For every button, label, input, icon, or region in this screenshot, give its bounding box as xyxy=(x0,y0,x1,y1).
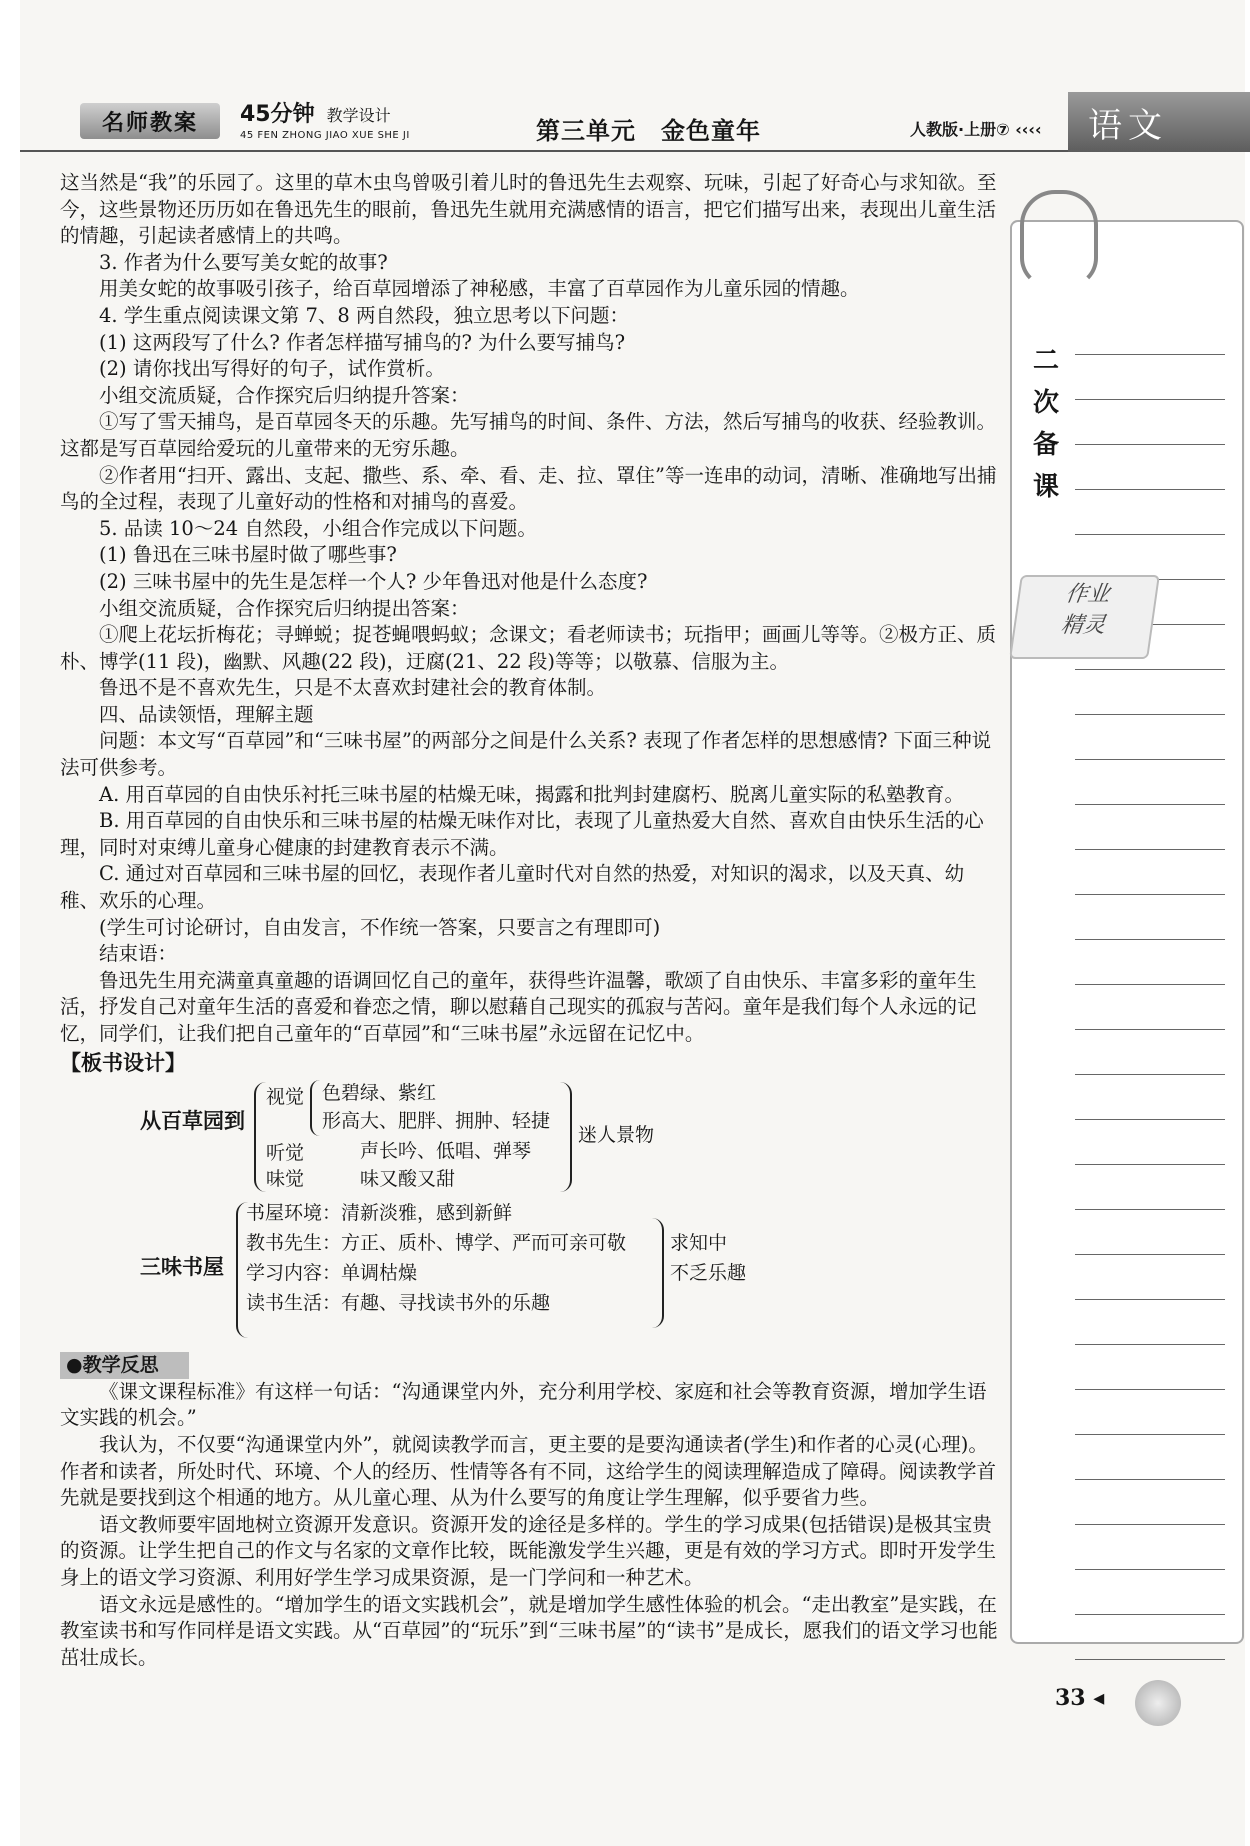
board-heading: 【板书设计】 xyxy=(60,1050,186,1075)
subject-tab: 语文 xyxy=(1068,92,1250,152)
paragraph: C. 通过对百草园和三味书屋的回忆，表现作者儿童时代对自然的热爱，对知识的渴求，以及天真、幼稚、欢乐的心理。 xyxy=(60,862,965,913)
paragraph: 4. 学生重点阅读课文第 7、8 两自然段，独立思考以下问题： xyxy=(99,303,630,327)
unit-title: 第三单元 金色童年 xyxy=(536,117,761,145)
paragraph: 结束语： xyxy=(99,942,178,966)
paragraph: 5. 品读 10～24 自然段，小组合作完成以下问题。 xyxy=(99,516,537,540)
paragraph: 小组交流质疑，合作探究后归纳提升答案： xyxy=(99,383,470,407)
board-vision: 视觉 xyxy=(266,1086,305,1109)
reflection-paragraph: 语文教师要牢固地树立资源开发意识。资源开发的途径是多样的。学生的学习成果(包括错误)是极其宝贵的资源。让学生把自己的作文与名家的文章作比较，既能激发学生兴趣，更是有效的学习方式。即时开发学生身上的语文学习资源、利用好学生学习成果资源，是一门学问和一种艺术。 xyxy=(60,1512,997,1589)
notes-lines xyxy=(1075,310,1225,1660)
paragraph: 这当然是“我”的乐园了。这里的草木虫鸟曾吸引着儿时的鲁迅先生去观察、玩味，引起了好奇心与求知欲。至今，这些景物还历历如在鲁迅先生的眼前，鲁迅先生就用充满感情的语言，把它们描写出来，表现出儿童生活的情趣，引起读者感情上的共鸣。 xyxy=(60,171,997,248)
paragraph: B. 用百草园的自由快乐和三味书屋的枯燥无味作对比，表现了儿童热爱大自然、喜欢自由快乐生活的心理，同时对束缚儿童身心健康的封建教育表示不满。 xyxy=(60,809,984,859)
brand xyxy=(240,97,410,141)
page-number-dot-icon xyxy=(1135,1680,1181,1726)
paragraph: ②作者用“扫开、露出、支起、撒些、系、牵、看、走、拉、罩住”等一连串的动词，清晰、准确地写出捕鸟的全过程，表现了儿童好动的性格和对捕鸟的喜爱。 xyxy=(60,463,997,514)
paragraph: A. 用百草园的自由快乐衬托三味书屋的枯燥无味，揭露和批判封建腐朽、脱离儿童实际的私塾教育。 xyxy=(99,782,964,806)
paragraph: (2) 三味书屋中的先生是怎样一个人? 少年鲁迅对他是什么态度? xyxy=(99,569,648,593)
paragraph: ①写了雪天捕鸟，是百草园冬天的乐趣。先写捕鸟的时间、条件、方法，然后写捕鸟的收获、经验教训。这都是写百草园给爱玩的儿童带来的无穷乐趣。 xyxy=(60,410,997,460)
reflection-paragraph: 语文永远是感性的。“增加学生的语文实践机会”，就是增加学生感性体验的机会。“走出教室”是实践，在教室读书和写作同样是语文实践。从“百草园”的“玩乐”到“三味书屋”的“读书”是成长，愿我们的语文学习也能茁壮成长。 xyxy=(60,1592,998,1669)
paragraph: 鲁迅先生用充满童真童趣的语调回忆自己的童年，获得些许温馨，歌颂了自由快乐、丰富多彩的童年生活，抒发自己对童年生活的喜爱和眷恋之情，聊以慰藉自己现实的孤寂与苦闷。童年是我们每个人永远的记忆，同学们，让我们把自己童年的“百草园”和“三味书屋”永远留在记忆中。 xyxy=(60,968,977,1045)
paragraph: 小组交流质疑，合作探究后归纳提出答案： xyxy=(99,596,470,620)
paragraph: 鲁迅不是不喜欢先生，只是不太喜欢封建社会的教育体制。 xyxy=(99,676,607,700)
series-logo: 名师教案 xyxy=(80,103,220,139)
board-design: 从百草园到 视觉 色碧绿、紫红 形高大、肥胖、拥肿、轻捷 听觉 声长吟、低唱、弹琴 味觉 味又酸又甜 迷人景物 三味书屋 书屋环境：清新淡雅，感到新鲜 教书先生：方正、质朴、博学、严而可亲可敬 学习内容：单调枯燥 读书生活：有趣、寻找读书外的乐趣 求知中 不乏乐趣 xyxy=(60,1078,1000,1350)
page-number: 33 ◂ xyxy=(1055,1685,1105,1711)
board-part1-label: 从百草园到 xyxy=(140,1109,245,1134)
main-content xyxy=(60,170,1000,1671)
page-header xyxy=(20,95,1090,152)
edition-label: 人教版·上册⑦ ‹‹‹‹ xyxy=(910,120,1042,139)
sidebar-label: 二 次 备 课 xyxy=(1032,346,1059,502)
paragraph: (学生可讨论研讨，自由发言，不作统一答案，只要言之有理即可) xyxy=(99,915,661,939)
brand-title: 45分钟 xyxy=(240,102,315,127)
paragraph: ①爬上花坛折梅花；寻蝉蜕；捉苍蝇喂蚂蚁；念课文；看老师读书；玩指甲；画画儿等等。②极方正、质朴、博学(11 段)，幽默、风趣(22 段)，迂腐(21、22 段)等等；以敬慕、信服为主。 xyxy=(60,623,997,673)
paperclip-icon xyxy=(1020,190,1098,288)
paragraph: (1) 这两段写了什么? 作者怎样描写捕鸟的? 为什么要写捕鸟? xyxy=(99,330,626,354)
board-hearing: 听觉 xyxy=(266,1142,305,1165)
reflection-paragraph: 《课文课程标准》有这样一句话：“沟通课堂内外，充分利用学校、家庭和社会等教育资源，增加学生语文实践的机会。” xyxy=(60,1379,987,1430)
brand-subtitle: 教学设计 xyxy=(326,106,391,125)
paragraph: 3. 作者为什么要写美女蛇的故事? xyxy=(99,250,388,274)
board-part1-result: 迷人景物 xyxy=(578,1124,655,1147)
paragraph: (1) 鲁迅在三味书屋时做了哪些事? xyxy=(99,543,397,567)
board-taste: 味觉 xyxy=(266,1168,305,1191)
brand-pinyin: 45 FEN ZHONG JIAO XUE SHE JI xyxy=(240,130,410,141)
paragraph: 用美女蛇的故事吸引孩子，给百草园增添了神秘感，丰富了百草园作为儿童乐园的情趣。 xyxy=(99,277,860,301)
watermark-stamp: 作业 精灵 xyxy=(1009,575,1160,659)
section-heading: 四、品读领悟，理解主题 xyxy=(99,702,314,726)
reflection-heading: ●教学反思 xyxy=(60,1352,189,1379)
board-part2-label: 三味书屋 xyxy=(140,1255,224,1280)
reflection-paragraph: 我认为，不仅要“沟通课堂内外”，就阅读教学而言，更主要的是要沟通读者(学生)和作者的心灵(心理)。作者和读者，所处时代、环境、个人的经历、性情等各有不同，这给学生的阅读理解造成了障碍。阅读教学首先就是要找到这个相通的地方。从儿童心理、从为什么要写的角度让学生理解，似乎要省力些。 xyxy=(60,1432,997,1510)
paragraph: (2) 请你找出写得好的句子，试作赏析。 xyxy=(99,357,445,381)
paragraph: 问题：本文写“百草园”和“三味书屋”的两部分之间是什么关系? 表现了作者怎样的思想感情? 下面三种说法可供参考。 xyxy=(60,729,992,780)
